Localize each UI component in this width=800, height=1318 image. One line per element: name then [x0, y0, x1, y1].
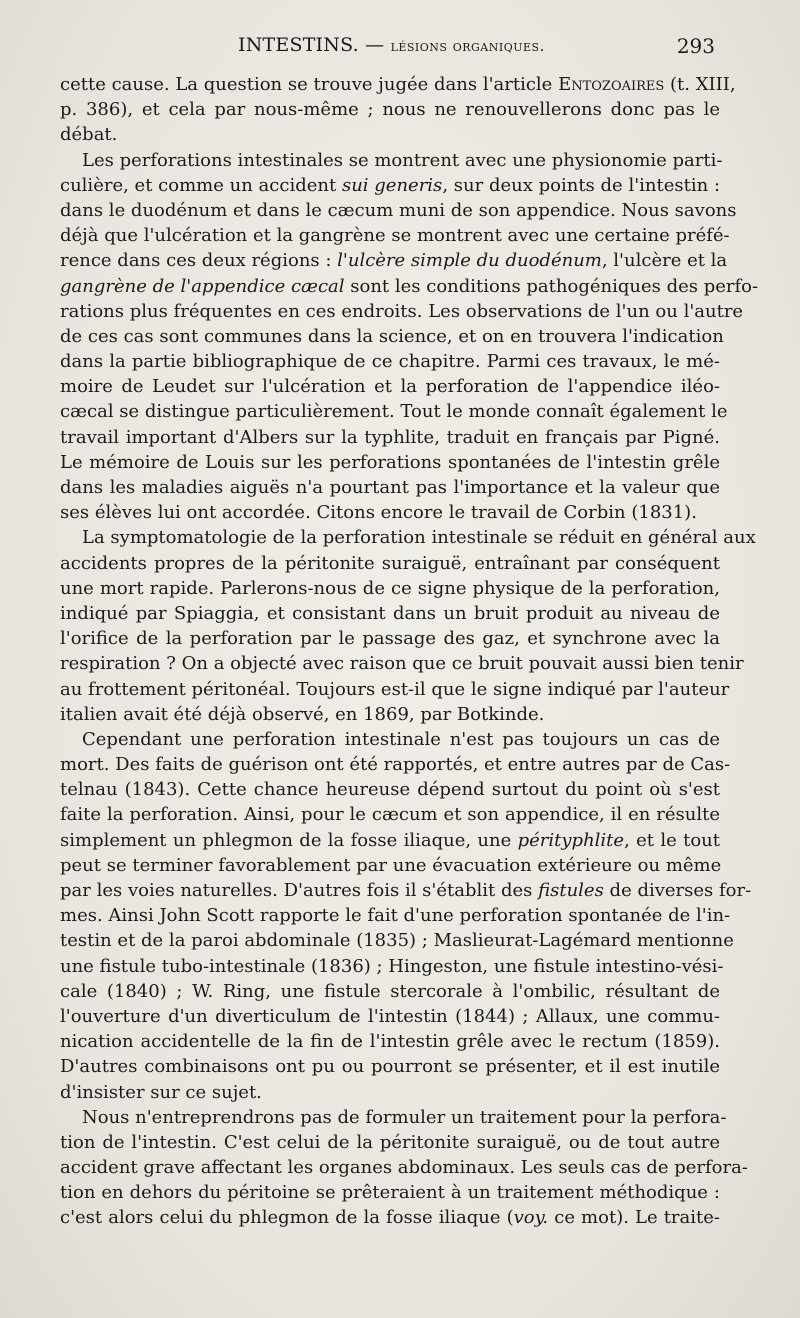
- text-line: dans le duodénum et dans le cæcum muni de son appendice. Nous savons: [60, 199, 737, 221]
- text-line: faite la perforation. Ainsi, pour le cæcum et son appendice, il en résulte: [60, 804, 720, 826]
- text-line: l'ouverture d'un diverticulum de l'intestin (1844) ; Allaux, une commu-: [60, 1005, 720, 1027]
- running-title: [238, 34, 545, 56]
- text-line: mort. Des faits de guérison ont été rapportés, et entre autres par de Cas-: [60, 754, 731, 776]
- text-line: rence dans ces deux régions : l'ulcère simple du duodénum, l'ulcère et la: [60, 250, 728, 272]
- text-line: tion de l'intestin. C'est celui de la péritonite suraiguë, ou de tout autre: [60, 1131, 720, 1153]
- text-line: dans la partie bibliographique de ce chapitre. Parmi ces travaux, le mé-: [60, 351, 720, 373]
- body-text: [60, 72, 759, 1231]
- text-line: au frottement péritonéal. Toujours est-il que le signe indiqué par l'auteur: [60, 678, 730, 700]
- running-header: [0, 34, 800, 66]
- text-line: ses élèves lui ont accordée. Citons encore le travail de Corbin (1831).: [60, 502, 697, 524]
- text-line: culière, et comme un accident sui generis, sur deux points de l'intestin :: [60, 174, 721, 196]
- text-line: une fistule tubo-intestinale (1836) ; Hingeston, une fistule intestino-vési-: [60, 955, 724, 977]
- text-line: mes. Ainsi John Scott rapporte le fait d'une perforation spontanée de l'in-: [60, 905, 731, 927]
- text-line: tion en dehors du péritoine se prêteraient à un traitement méthodique :: [60, 1182, 720, 1204]
- text-line: p. 386), et cela par nous-même ; nous ne renouvellerons donc pas le: [60, 99, 720, 121]
- text-line: d'insister sur ce sujet.: [60, 1081, 262, 1103]
- text-line: dans les maladies aiguës n'a pourtant pas l'importance et la valeur que: [60, 477, 720, 498]
- text-line: indiqué par Spiaggia, et consistant dans un bruit produit au niveau de: [60, 602, 720, 624]
- text-line: cale (1840) ; W. Ring, une fistule stercorale à l'ombilic, résultant de: [60, 980, 720, 1002]
- text-line: italien avait été déjà observé, en 1869, par Botkinde.: [60, 703, 545, 725]
- text-line: l'orifice de la perforation par le passage des gaz, et synchrone avec la: [60, 628, 720, 650]
- text-line: accidents propres de la péritonite suraiguë, entraînant par conséquent: [60, 552, 720, 574]
- text-line: rations plus fréquentes en ces endroits. Les observations de l'un ou l'autre: [60, 300, 744, 322]
- text-line: une mort rapide. Parlerons-nous de ce signe physique de la perforation,: [60, 577, 720, 599]
- text-line: D'autres combinaisons ont pu ou pourront se présenter, et il est inutile: [60, 1056, 720, 1078]
- text-line: déjà que l'ulcération et la gangrène se montrent avec une certaine préfé-: [60, 225, 730, 247]
- text-line: accident grave affectant les organes abdominaux. Les seuls cas de perfora-: [60, 1157, 748, 1179]
- title-dash: —: [358, 34, 391, 56]
- text-line: peut se terminer favorablement par une évacuation extérieure ou même: [60, 854, 722, 876]
- text-line: Nous n'entreprendrons pas de formuler un traitement pour la perfora-: [82, 1106, 727, 1128]
- text-line: simplement un phlegmon de la fosse iliaque, une pérityphlite, et le tout: [60, 829, 720, 851]
- text-line: de ces cas sont communes dans la science, et on en trouvera l'indication: [60, 325, 724, 347]
- text-line: Le mémoire de Louis sur les perforations spontanées de l'intestin grêle: [60, 451, 720, 473]
- text-line: nication accidentelle de la fin de l'intestin grêle avec le rectum (1859).: [60, 1031, 720, 1053]
- text-line: gangrène de l'appendice cæcal sont les conditions pathogéniques des perfo-: [60, 275, 759, 297]
- text-line: c'est alors celui du phlegmon de la fosse iliaque (voy. ce mot). Le traite-: [60, 1207, 720, 1229]
- text-line: cette cause. La question se trouve jugée dans l'article Entozoaires (t. XIII,: [60, 74, 736, 95]
- text-line: cæcal se distingue particulièrement. Tout le monde connaît également le: [60, 401, 728, 423]
- text-line: respiration ? On a objecté avec raison que ce bruit pouvait aussi bien tenir: [60, 653, 744, 675]
- text-line: telnau (1843). Cette chance heureuse dépend surtout du point où s'est: [60, 779, 720, 801]
- text-line: testin et de la paroi abdominale (1835) ; Maslieurat-Lagémard mentionne: [60, 930, 734, 952]
- text-line: Les perforations intestinales se montrent avec une physionomie parti-: [82, 149, 723, 171]
- text-line: La symptomatologie de la perforation intestinale se réduit en général aux: [82, 527, 756, 549]
- page-number: 293: [676, 34, 715, 58]
- text-line: moire de Leudet sur l'ulcération et la perforation de l'appendice iléo-: [60, 376, 720, 398]
- title-main: INTESTINS.: [238, 34, 359, 56]
- text-line: travail important d'Albers sur la typhlite, traduit en français par Pigné.: [60, 426, 720, 448]
- title-sub: lésions organiques.: [390, 37, 545, 55]
- text-line: par les voies naturelles. D'autres fois il s'établit des fistules de diverses for-: [60, 880, 752, 901]
- text-line: Cependant une perforation intestinale n'est pas toujours un cas de: [82, 728, 720, 750]
- text-line: débat.: [60, 124, 118, 146]
